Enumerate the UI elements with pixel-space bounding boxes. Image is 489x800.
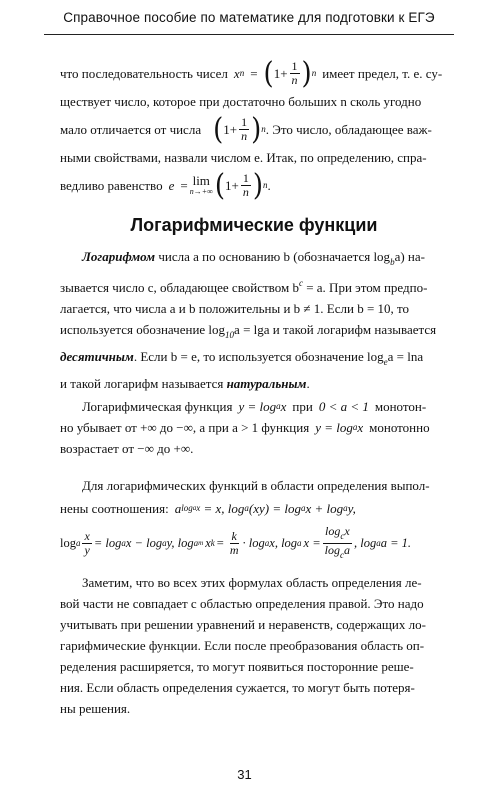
fraction-k-m	[228, 530, 241, 557]
math-plus: +	[231, 178, 239, 193]
fraction	[290, 60, 300, 87]
relations-text: нены соотношения:	[60, 501, 169, 516]
frac-num: 1	[241, 115, 248, 129]
intro-text: имеет предел, т. е. су-	[322, 66, 443, 81]
intro-text: что последовательность чисел	[60, 66, 228, 81]
math-a: a	[174, 501, 182, 516]
math-x: x	[205, 536, 211, 550]
formula-part: y,	[347, 501, 356, 516]
relations-formulas	[60, 525, 448, 562]
sub-e: e	[383, 357, 388, 367]
frac-num: k	[231, 529, 237, 543]
math-sub-n: n	[239, 68, 245, 78]
definition-text: числа a по основанию b (обозначается log	[155, 249, 391, 264]
fraction	[241, 172, 251, 199]
paren-close: )	[251, 112, 262, 147]
intro-text: ведливо равенство	[60, 178, 163, 193]
sub-c: c	[340, 531, 345, 541]
intro-line-3	[60, 112, 448, 147]
math-sup-n: n	[262, 180, 268, 190]
monotonic-text: но убывает от +∞ до −∞, а при a > 1 функция	[60, 420, 310, 435]
math-x: x	[233, 66, 240, 81]
sub-a: a	[376, 538, 381, 548]
fraction	[239, 116, 249, 143]
math-x: x	[357, 420, 364, 435]
math-plus: +	[229, 122, 238, 137]
formula-part: y, log	[166, 536, 194, 550]
relations-line-1: Для логарифмических функций в области определения выпол-	[82, 478, 430, 493]
monotonic-line-3: возрастает от −∞ до +∞.	[60, 441, 194, 456]
note-line: вой части не совпадает с областью определения правой. Это надо	[60, 596, 424, 611]
formula-part: · log	[242, 536, 265, 550]
formula-part: x =	[303, 536, 321, 550]
header-rule	[44, 34, 454, 35]
definition-text: и такой логарифм называется	[60, 376, 227, 391]
intro-text: . Это число, обладающее важ-	[265, 122, 432, 137]
note-line: ния. Если область определения сужается, то могут быть потеря-	[60, 680, 415, 695]
sub-a: a	[193, 538, 199, 548]
running-header: Справочное пособие по математике для подготовки к ЕГЭ	[63, 10, 435, 25]
limit	[189, 172, 213, 197]
sub-10: 10	[225, 330, 235, 340]
math-one: 1	[224, 178, 232, 193]
note-line: ределения расширяется, то могут появиться посторонние реше-	[60, 659, 414, 674]
math-one: 1	[273, 66, 281, 81]
definition-text: зывается число c, обладающее свойством b	[60, 280, 299, 295]
sub-a: a	[264, 538, 270, 548]
definition-text: a = lga и такой логарифм называется	[234, 322, 437, 337]
section-title: Логарифмические функции	[130, 215, 378, 235]
sub-a: a	[244, 503, 249, 513]
frac-den: n	[291, 73, 298, 87]
frac-num: 1	[291, 59, 298, 73]
sub-a: a	[276, 401, 281, 411]
math-eq: =	[216, 536, 224, 550]
fraction-change-base	[323, 525, 352, 562]
definition-text: a = lna	[387, 349, 424, 364]
sub-a: a	[300, 503, 306, 513]
note-paragraph	[60, 572, 448, 719]
math-a: a	[344, 543, 350, 557]
lim-word: lim	[192, 172, 210, 188]
frac-den	[323, 544, 352, 562]
definition-paragraph	[60, 246, 448, 394]
sub-a: a	[75, 538, 81, 548]
monotonic-line-2	[60, 417, 448, 438]
math-log: log	[324, 524, 341, 538]
math-condition: 0 < a < 1	[318, 399, 369, 414]
paren-close: )	[252, 168, 263, 203]
fraction-x-y	[82, 530, 91, 557]
math-x: x	[344, 524, 350, 538]
sup-log: log	[181, 503, 193, 513]
math-dot: .	[267, 178, 271, 193]
sub-a: a	[352, 422, 358, 432]
sup-sub-a: a	[192, 504, 197, 512]
frac-den: m	[229, 543, 239, 557]
term-decimal: десятичным	[60, 349, 134, 364]
frac-den: y	[84, 543, 90, 557]
monotonic-text: монотон-	[374, 399, 427, 414]
sub-b: b	[390, 257, 395, 267]
relations-line-2	[60, 498, 448, 519]
formula-part: x + log	[305, 501, 344, 516]
sup-c: c	[298, 278, 303, 288]
definition-text: . Если b = e, то используется обозначение log	[133, 349, 384, 364]
monotonic-text: Логарифмическая функция	[82, 399, 233, 414]
formula-part: = x, log	[200, 501, 245, 516]
paren-close: )	[301, 56, 312, 91]
formula-part: x, log	[269, 536, 298, 550]
math-log: y = log	[315, 420, 353, 435]
intro-line-5	[60, 168, 448, 203]
math-log: log	[324, 543, 340, 557]
intro-text: мало отличается от числа	[60, 122, 202, 137]
note-line: гарифмические функции. Если после преобразования область оп-	[60, 638, 425, 653]
math-plus: +	[280, 66, 288, 81]
frac-num	[323, 525, 352, 544]
math-sup-n: n	[311, 68, 317, 78]
sup-k: k	[210, 538, 215, 548]
sub-a: a	[297, 538, 302, 548]
math-sup-n: n	[261, 124, 266, 134]
intro-line-1	[60, 56, 448, 91]
frac-num: x	[84, 529, 90, 543]
formula-part: x − log	[125, 536, 163, 550]
sub-a: a	[162, 538, 167, 548]
formula-part: a = 1.	[380, 536, 412, 550]
lim-sub: n→+∞	[189, 186, 213, 196]
math-log: y = log	[238, 399, 277, 414]
intro-line-2: ществует число, которое при достаточно больших n сколь угодно	[60, 94, 422, 109]
math-log: log	[60, 536, 76, 550]
formula-part: (xy) = log	[248, 501, 301, 516]
definition-text: используется обозначение log	[60, 322, 226, 337]
definition-text: .	[306, 376, 310, 391]
sub-c: c	[340, 550, 344, 560]
math-one: 1	[223, 122, 230, 137]
paren-open: (	[214, 168, 225, 203]
definition-text: = a. При этом предпо-	[302, 280, 428, 295]
definition-text: лагается, что числа a и b положительны и b ≠ 1. Если b = 10, то	[60, 301, 410, 316]
sub-a: a	[343, 503, 348, 513]
frac-den: n	[241, 129, 248, 143]
monotonic-text: монотонно	[369, 420, 430, 435]
note-line: учитывать при решении уравнений и неравенств, содержащих ло-	[60, 617, 426, 632]
intro-line-4: ными свойствами, назвали числом e. Итак, по определению, спра-	[60, 150, 427, 165]
sub-a: a	[121, 538, 126, 548]
formula-part: , log	[354, 536, 377, 550]
math-e: e	[168, 178, 175, 193]
paren-open: (	[263, 56, 274, 91]
frac-num: 1	[242, 171, 249, 185]
math-eq: =	[250, 66, 258, 81]
note-line: ны решения.	[60, 701, 131, 716]
definition-text: a) на-	[394, 249, 425, 264]
frac-den: n	[242, 185, 249, 199]
monotonic-line-1	[60, 396, 448, 417]
page-content	[60, 50, 448, 719]
sub-sup-m: m	[198, 539, 204, 547]
monotonic-text: при	[292, 399, 313, 414]
formula-part: = log	[93, 536, 122, 550]
math-x: x	[280, 399, 287, 414]
math-eq: =	[180, 178, 188, 193]
term-natural: натуральным	[226, 376, 307, 391]
definition-term: Логарифмом	[82, 249, 156, 264]
note-line: Заметим, что во всех этих формулах область определения ле-	[82, 575, 422, 590]
paren-open: (	[213, 112, 224, 147]
page-number: 31	[237, 767, 252, 782]
sup-x: x	[196, 503, 201, 513]
